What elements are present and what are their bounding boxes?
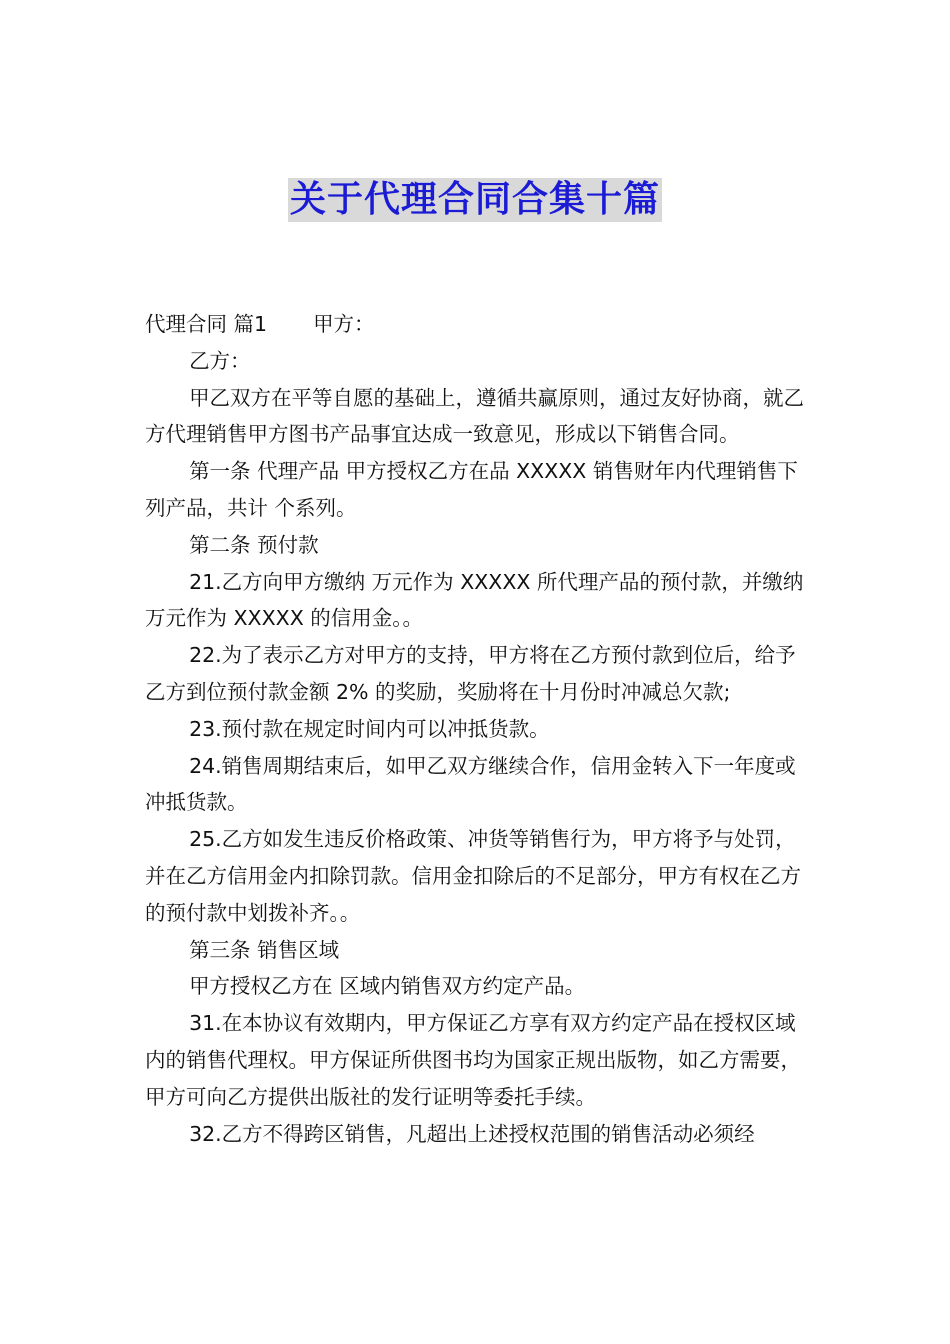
paragraph: 25.乙方如发生违反价格政策、冲货等销售行为，甲方将予与处罚，并在乙方信用金内扣除罚款。信用金扣除后的不足部分，甲方有权在乙方的预付款中划拨补齐。。 (145, 827, 801, 925)
paragraph: 22.为了表示乙方对甲方的支持，甲方将在乙方预付款到位后，给予乙方到位预付款金额 2% 的奖励，奖励将在十月份时冲减总欠款; (145, 643, 796, 704)
paragraph: 甲方授权乙方在 区域内销售双方约定产品。 (189, 974, 586, 999)
paragraph: 24.销售周期结束后，如甲乙双方继续合作，信用金转入下一年度或冲抵货款。 (145, 753, 796, 815)
document-title: 关于代理合同合集十篇 (289, 179, 660, 220)
contract-header-line (145, 306, 810, 343)
paragraph: 32.乙方不得跨区销售，凡超出上述授权范围的销售活动必须经 (189, 1121, 755, 1146)
party-a-label: 甲方： (313, 312, 375, 336)
paragraph: 31.在本协议有效期内，甲方保证乙方享有双方约定产品在授权区域内的销售代理权。甲方保证所供图书均为国家正规出版物，如乙方需要，甲方可向乙方提供出版社的发行证明等委托手续。 (145, 1011, 801, 1109)
paragraph: 第一条 代理产品 甲方授权乙方在品 XXXXX 销售财年内代理销售下列产品，共计 个系列。 (145, 459, 798, 520)
section-heading: 第二条 预付款 (189, 532, 319, 557)
paragraph: 21.乙方向甲方缴纳 万元作为 XXXXX 所代理产品的预付款，并缴纳 万元作为 XXXXX 的信用金。。 (145, 569, 804, 631)
contract-heading: 代理合同 篇1 (145, 312, 268, 336)
paragraph: 乙方： (189, 348, 251, 373)
document-body (145, 306, 810, 1152)
section-heading: 第三条 销售区域 (189, 937, 340, 962)
title-container (0, 178, 950, 222)
paragraph: 23.预付款在规定时间内可以冲抵货款。 (189, 716, 550, 741)
paragraph: 甲乙双方在平等自愿的基础上，遵循共赢原则，通过友好协商，就乙方代理销售甲方图书产品事宜达成一致意见，形成以下销售合同。 (145, 385, 805, 447)
